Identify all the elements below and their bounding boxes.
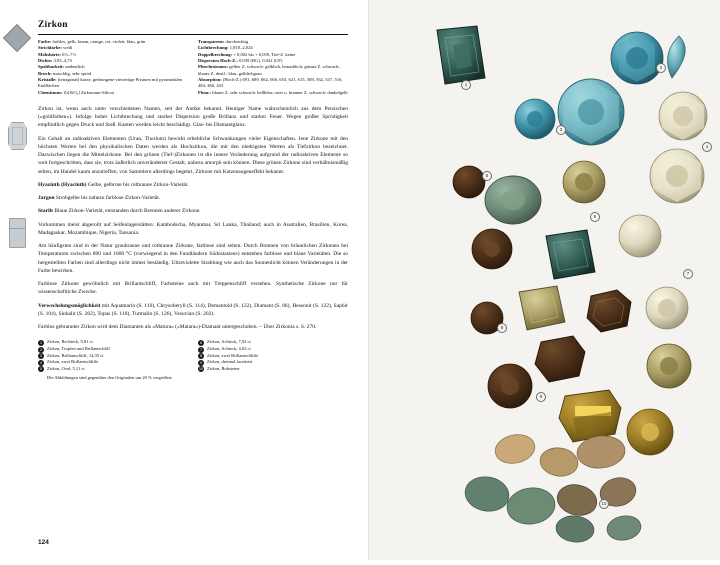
legend-note: Die Abbildungen sind gegenüber den Originalen um 20 % vergrößert. — [47, 375, 173, 381]
legend-number: 8 — [200, 354, 202, 359]
legend-text: Zirkon, Brillantschliff, 14,35 ct — [47, 352, 104, 358]
property-row: Chemismus: Zr[SiO₄] Zirkonium-Silicat — [38, 89, 114, 95]
legend-text: Zirkon, zwei Brillantschliffe — [47, 359, 99, 365]
term-text: Blaue Zirkon-Varietät, entstanden durch Brennen anderer Zirkone. — [54, 208, 201, 215]
crystal-diamond-icon — [4, 26, 30, 60]
callout-8: 8 — [497, 323, 507, 333]
legend-number: 1 — [40, 341, 42, 346]
term-entry — [38, 302, 348, 319]
callout-7: 7 — [683, 269, 693, 279]
body-text — [38, 105, 348, 332]
legend-number: 9 — [200, 360, 202, 365]
callout-10: 10 — [599, 499, 609, 509]
callout-3: 3 — [556, 125, 566, 135]
legend-number: 7 — [200, 347, 202, 352]
legend-column-right — [198, 339, 346, 372]
legend-text: Zirkon, Achteck, 7,92 ct — [207, 339, 251, 345]
legend-number: 2 — [40, 347, 42, 352]
legend-text: Zirkon, Oval, 5,11 ct — [47, 365, 85, 371]
gem-3-large-blue-brilliant — [558, 79, 624, 145]
crystal-prism-icon — [4, 218, 30, 252]
legend-item — [38, 346, 186, 353]
gem-5-greenish-oval — [485, 176, 541, 224]
term-text: Strohgelbe bis nahezu farblose Zirkon-Varietät. — [55, 195, 161, 202]
property-row: Farbe: farblos, gelb, braun, orange, rot, violett, blau, grün — [38, 39, 146, 44]
gem-4b-pale-brilliant-lower — [650, 149, 704, 203]
legend-item — [198, 359, 346, 366]
callout-1: 1 — [461, 80, 471, 90]
paragraph: Farblos gebrannter Zirkon wird dem Diamanten als »Matura« (»Matara«)-Diamant untergeschoben. – Über Zirkonia s. S. 270. — [38, 324, 317, 331]
legend-number: 6 — [200, 341, 202, 346]
term-entry — [38, 181, 348, 189]
property-row: Dispersion Hoch-Z.: 0,039 (BG), 0,022 (CF) — [198, 57, 283, 63]
legend-number: 10 — [199, 367, 203, 372]
property-row: Doppelbrechung: + 0,002 bis + 0,059, Tief-Z. keine — [198, 51, 296, 57]
property-row: Absorption: (Hoch-Z.) 691, 689, 662, 660, 653, 621, 615, 589, 562, 537, 516, 484, 460, 433 — [198, 76, 343, 89]
gem-7-brown-octagon — [587, 290, 631, 332]
property-row: Bruch: muschlig, sehr spröd — [38, 70, 92, 76]
legend-item — [38, 366, 186, 373]
callout-4: 4 — [702, 142, 712, 152]
term-text: Gelbe, gelbrote bis rotbraune Zirkon-Varietät. — [87, 181, 189, 188]
legend-item — [198, 366, 346, 373]
gem-6c-pale-round — [619, 215, 661, 257]
legend-item — [198, 353, 346, 360]
property-row: Pleochroismus: gelber Z. schwach: gelblich, braunblich; grüner Z. schwach; blauer Z. deutl.: blau, gelblichgrau — [198, 64, 340, 76]
paragraph: Vorkommen meist abgerollt auf Seifenlagerstätten: Kambodscha, Myanmar, Sri Lanka, Thailand; auch in Australien, Brasilien, Korea, Madagaskar, Mozambique, Nigeria, Tansania. — [38, 221, 348, 236]
legend-text: Zirkon, Achteck, 4,02 ct — [207, 346, 251, 352]
callout-2: 2 — [656, 63, 666, 73]
gem-4-pale-brilliant-upper — [659, 92, 707, 140]
legend-number: 3 — [40, 354, 42, 359]
title-rule — [38, 34, 348, 35]
property-column-left — [38, 39, 188, 96]
legend-number: 4 — [40, 360, 42, 365]
callout-6: 6 — [590, 212, 600, 222]
page-title: Zirkon — [38, 20, 68, 30]
paragraph: Zirkon ist, wenn auch unter verschiedenen Namen, seit der Antike bekannt. Heutiger Name wahrscheinlich aus dem Persischen (»goldfarben«). Infolge hoher Lichtbrechung und starker Dispersion große Brillanz und starker Feuer. Wegen großer Sprödigkeit empfindlich gegen Druck und Stoß. Kanten werden leicht beschädigt. Glas- bis Diamantglanz. — [38, 105, 348, 129]
gem-9-yellow-octagon — [559, 390, 621, 442]
gem-7c-olive-round — [647, 344, 691, 388]
page-number: 124 — [38, 539, 49, 546]
photo-plate — [369, 0, 720, 560]
property-row: Kristalle: (tetragonal) kurze, gedrungene vierseitige Prismen mit pyramidalen Endflächen — [38, 76, 183, 89]
gem-9b-brown-round — [488, 364, 532, 408]
legend-item — [198, 346, 346, 353]
crystal-octagon-icon — [4, 122, 30, 156]
term-label: Verwechslungsmöglichkeit — [38, 302, 101, 309]
paragraph: Am häufigsten sind in der Natur graubraune und rotbraune Zirkone, farblose sind selten. Durch Brennen von bräunlichen Zirkonen bei Temperaturen zwischen 800 und 1000 °C (vorwiegend in den Fundländern Südostasiens) entstehen farblose und blaue Varietäten. Die so hergestellten Farben sind allerdings nicht immer beständig. Ultraviolette Strahlung wie auch das Sonnenlicht können Veränderungen in der Farbe bewirken. — [38, 243, 348, 274]
term-entry — [38, 207, 348, 215]
term-entry — [38, 194, 348, 202]
gem-5b-dark-round — [453, 166, 485, 198]
gem-10-rough-stones — [462, 431, 642, 544]
gem-8-olive-cushion — [519, 286, 565, 330]
paragraph: Farblose Zirkone gewöhnlich mit Brillantschliff, Farbsteine auch mit Treppenschliff versehen. Synthetische Zirkone nur für wissenschaftliche Zwecke. — [38, 281, 348, 296]
property-row: Spaltbarkeit: undeutlich — [38, 64, 85, 70]
gem-2-blue-brilliant — [611, 32, 663, 84]
gem-6b-brown-round — [472, 229, 512, 269]
term-label: Hyazinth (Hyacinth) — [38, 181, 87, 188]
legend-item — [198, 339, 346, 346]
gem-8b-brown-octagon — [535, 336, 585, 382]
legend-text: Zirkon, Tropfen und Brillantschliff — [47, 346, 110, 352]
callout-9: 9 — [536, 392, 546, 402]
legend-item — [38, 339, 186, 346]
legend-item — [38, 359, 186, 366]
property-row: Lichtbrechung: 1,810–2,024 — [198, 45, 253, 51]
gem-5c-olive-round — [563, 161, 605, 203]
property-row: Mohshärte: 6½–7½ — [38, 51, 76, 57]
figure-legend — [38, 339, 348, 381]
property-row: Fluor.: blauer Z. sehr schwach: hellblau; roter u. brauner Z. schwach: dunkelgelb — [198, 89, 348, 95]
gem-1-rectangle-emerald-cut — [437, 26, 485, 84]
legend-text: Zirkon, zwei Brillantschliffe — [207, 352, 259, 358]
legend-column-left — [38, 339, 186, 372]
legend-item — [38, 353, 186, 360]
property-column-right — [198, 39, 348, 96]
term-text: mit Aquamarin (S. 110), Chrysoberyll (S. 114), Demantoid (S. 122), Diamant (S. 86), Hessonit (S. 122), Saphir (S. 104), Sinhalit (S. 202), Topas (S. 118), Turmalin (S. 126), Vesuvian (S. 202). — [38, 302, 348, 317]
gemstone-photographs — [369, 0, 720, 560]
gem-3b-teal-round — [515, 99, 555, 139]
term-label: Jargon — [38, 195, 55, 202]
gem-7b-pale-round — [646, 287, 688, 329]
legend-text: Zirkon, Rechteck, 9,81 ct — [47, 339, 93, 345]
paragraph: Ein Gehalt an radioaktiven Elementen (Uran, Thorium) bewirkt erhebliche Schwankungen vieler Eigenschaften. Jene Zirkone mit den höchsten Werten bei den physikalischen Daten werden als Hochzirkon, die mit den niedrigsten Werten als Tiefzirkon bezeichnet. Dazwischen liegen die Mittelzirkone. Bei den grünen (Tief-)Zirkonen ist die innere Veränderung aufgrund der radioaktiven Elemente so weit fortgeschritten, dass sie, trotz äußerlich unveränderter Gestalt, nahezu amorph sein können. Diese grünen Zirkone sind verhältnismäßig selten, im Handel kaum anzutreffen, von Sammlern allerdings begehrt. Zirkone mit Katzenaugeneffekt bekannt. — [38, 135, 348, 175]
margin-icon-strip — [4, 26, 34, 314]
property-table — [38, 39, 348, 96]
gem-9c-amber-round — [627, 409, 673, 455]
property-row: Dichte: 3,93–4,73 — [38, 57, 72, 63]
callout-5: 5 — [482, 171, 492, 181]
legend-text: Zirkon, dreimal facettiert — [207, 359, 253, 365]
term-label: Starlit — [38, 208, 53, 215]
gem-2b-blue-pear — [668, 36, 686, 78]
legend-number: 5 — [40, 367, 42, 372]
gem-6-dark-green-emerald-cut — [546, 230, 595, 279]
legend-text: Zirkon, Rohsteine — [207, 365, 240, 371]
property-row: Strichfarbe: weiß — [38, 45, 73, 51]
property-row: Transparenz: durchsichtig — [198, 39, 249, 44]
